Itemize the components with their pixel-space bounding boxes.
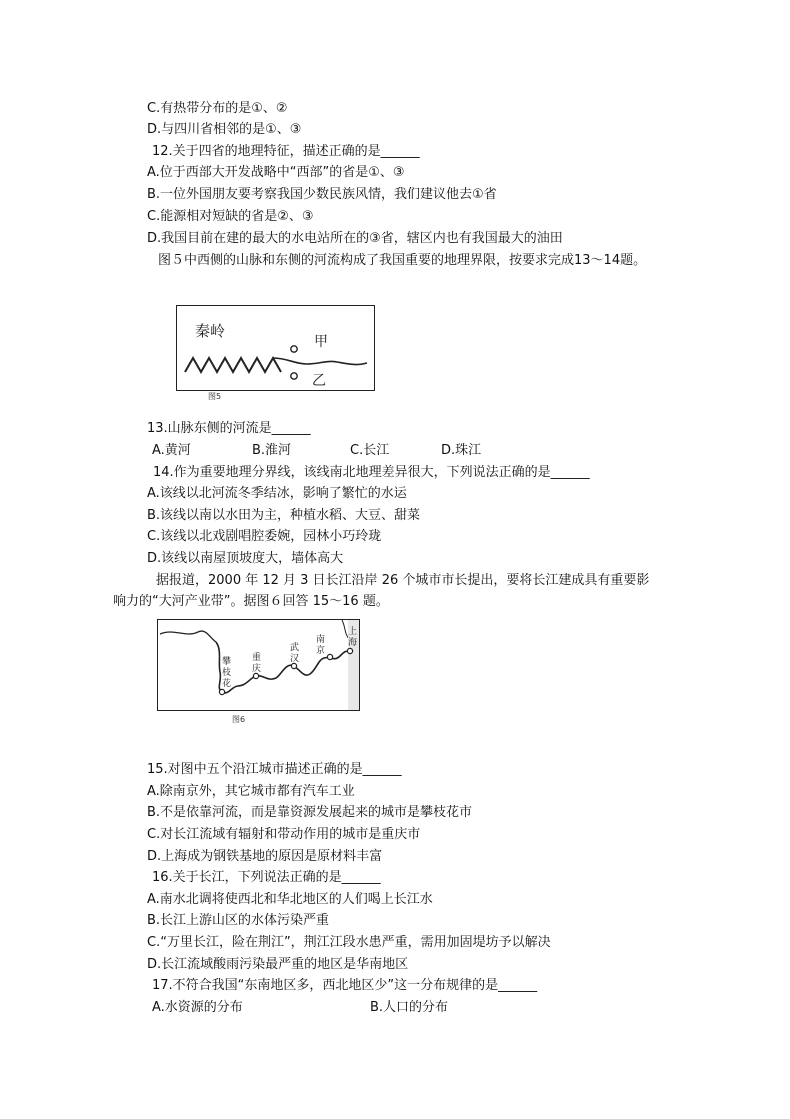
label-wuhan-1: 武 xyxy=(290,643,300,653)
jinsha-river-upper xyxy=(160,631,216,642)
q15-option-d: D.上海成为钢铁基地的原因是原材料丰富 xyxy=(147,849,383,864)
q17-option-b: B.人口的分布 xyxy=(370,1000,449,1015)
q12-option-d: D.我国目前在建的最大的水电站所在的③省，辖区内也有我国最大的油田 xyxy=(147,231,563,246)
label-chongqing-1: 重 xyxy=(252,653,262,663)
label-jia: 甲 xyxy=(314,334,328,350)
label-panzhihua-1: 攀 xyxy=(222,657,232,667)
q12-option-c: C.能源相对短缺的省是②、③ xyxy=(147,209,314,224)
q14-stem: 14.作为重要地理分界线，该线南北地理差异很大，下列说法正确的是______ xyxy=(153,465,590,480)
intro-15-16-line1: 据报道，2000 年 12 月 3 日长江沿岸 26 个城市市长提出，要将长江建成具有重要影 xyxy=(156,573,650,588)
yangtze-river xyxy=(216,642,350,693)
q11-option-c: C.有热带分布的是①、② xyxy=(147,101,288,116)
label-panzhihua-3: 花 xyxy=(222,679,232,689)
label-yi: 乙 xyxy=(312,373,326,389)
city-marker-panzhihua xyxy=(219,689,224,694)
city-marker-chongqing xyxy=(253,673,258,678)
point-jia xyxy=(291,346,297,352)
q13-stem: 13.山脉东侧的河流是______ xyxy=(147,421,311,436)
qinling-mountain-symbol xyxy=(185,358,281,372)
label-nanjing-2: 京 xyxy=(316,646,326,656)
q14-option-c: C.该线以北戏剧唱腔委婉，园林小巧玲珑 xyxy=(147,529,382,544)
q16-option-a: A.南水北调将使西北和华北地区的人们喝上长江水 xyxy=(147,892,433,907)
figure-5-caption: 图5 xyxy=(208,392,222,401)
q14-option-b: B.该线以南以水田为主，种植水稻、大豆、甜菜 xyxy=(147,508,421,523)
q16-option-d: D.长江流域酸雨污染最严重的地区是华南地区 xyxy=(147,957,409,972)
q12-stem: 12.关于四省的地理特征，描述正确的是______ xyxy=(152,144,420,159)
q15-option-a: A.除南京外，其它城市都有汽车工业 xyxy=(147,784,355,799)
q14-option-a: A.该线以北河流冬季结冰，影响了繁忙的水运 xyxy=(147,486,407,501)
q12-option-a: A.位于西部大开发战略中“西部”的省是①、③ xyxy=(147,165,405,180)
figure-5-map xyxy=(176,305,375,391)
intro-15-16-line2: 响力的“大河产业带”。据图６回答 15～16 题。 xyxy=(113,594,389,609)
q13-option-a: A.黄河 xyxy=(152,443,191,458)
q15-option-c: C.对长江流域有辐射和带动作用的城市是重庆市 xyxy=(147,827,421,842)
qinling-label: 秦岭 xyxy=(195,322,226,340)
huaihe-river xyxy=(273,358,367,365)
city-marker-nanjing xyxy=(327,654,332,659)
q17-options xyxy=(152,999,552,1017)
city-marker-shanghai xyxy=(347,648,352,653)
city-marker-wuhan xyxy=(291,663,296,668)
q11-option-d: D.与四川省相邻的是①、③ xyxy=(147,122,302,137)
label-panzhihua-2: 枝 xyxy=(222,668,232,678)
figure-5-drawing xyxy=(177,306,374,390)
q12-option-b: B.一位外国朋友要考察我国少数民族风情，我们建议他去①省 xyxy=(147,187,497,202)
figure-6-drawing xyxy=(158,620,359,710)
q17-stem: 17.不符合我国“东南地区多，西北地区少”这一分布规律的是______ xyxy=(152,978,538,993)
q15-option-b: B.不是依靠河流，而是靠资源发展起来的城市是攀枝花市 xyxy=(147,805,473,820)
q13-option-d: D.珠江 xyxy=(441,443,482,458)
q16-option-b: B.长江上游山区的水体污染严重 xyxy=(147,913,330,928)
label-nanjing-1: 南 xyxy=(316,635,326,645)
q13-options xyxy=(152,442,552,460)
q13-option-c: C.长江 xyxy=(350,443,390,458)
q13-option-b: B.淮河 xyxy=(252,443,292,458)
label-shanghai-1: 上 xyxy=(348,627,358,637)
q17-option-a: A.水资源的分布 xyxy=(152,1000,243,1015)
point-yi xyxy=(291,373,297,379)
label-shanghai-2: 海 xyxy=(348,638,358,648)
q16-option-c: C.“万里长江，险在荆江”，荆江江段水患严重，需用加固堤坊予以解决 xyxy=(147,935,551,950)
label-wuhan-2: 汉 xyxy=(290,654,300,664)
q14-option-d: D.该线以南屋顶坡度大，墙体高大 xyxy=(147,551,344,566)
q15-stem: 15.对图中五个沿江城市描述正确的是______ xyxy=(147,762,402,777)
figure-6-map xyxy=(157,619,360,711)
intro-13-14: 图５中西侧的山脉和东侧的河流构成了我国重要的地理界限，按要求完成13～14题。 xyxy=(158,253,647,268)
figure-6-caption: 图6 xyxy=(232,715,246,724)
label-chongqing-2: 庆 xyxy=(252,664,262,674)
q16-stem: 16.关于长江，下列说法正确的是______ xyxy=(152,870,381,885)
